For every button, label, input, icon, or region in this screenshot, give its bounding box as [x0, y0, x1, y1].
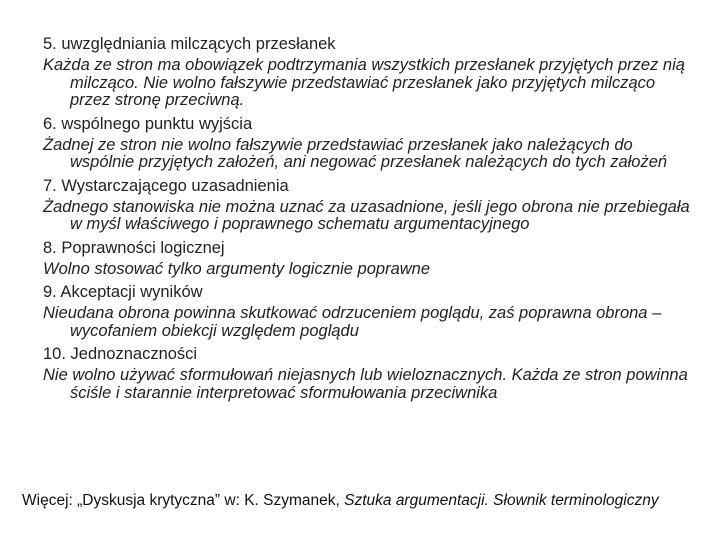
rule-description: Żadnego stanowiska nie można uznać za uzasadnione, jeśli jego obrona nie przebiegała w myśl właściwego i poprawnego schematu argumentacyjnego: [43, 197, 690, 233]
rule-description: Żadnej ze stron nie wolno fałszywie przedstawiać przesłanek jako należących do wspólnie przyjętych założeń, ani negować przesłanek należących do tych założeń: [43, 135, 668, 171]
rule-5: [43, 34, 693, 110]
rule-heading: 6. wspólnego punktu wyjścia: [43, 114, 253, 133]
source-book-title: Sztuka argumentacji. Słownik terminologiczny: [344, 492, 659, 509]
rule-description: Wolno stosować tylko argumenty logicznie poprawne: [43, 259, 431, 278]
rule-heading: 8. Poprawności logicznej: [43, 238, 225, 257]
rule-description: Każda ze stron ma obowiązek podtrzymania wszystkich przesłanek przyjętych przez nią milcząco. Nie wolno fałszywie przedstawiać przesłanek jako przyjętych milcząco przez stronę przeciwną.: [43, 56, 685, 109]
source-reference-prefix: Więcej: „Dyskusja krytyczna” w: K. Szymanek,: [22, 492, 345, 509]
rule-heading: 5. uwzględniania milczących przesłanek: [43, 35, 336, 53]
rule-heading: 10. Jednoznaczności: [43, 345, 198, 363]
rule-9: [43, 282, 693, 340]
rule-heading: 9. Akceptacji wyników: [43, 283, 203, 301]
rule-6: [43, 114, 693, 172]
source-reference: [22, 491, 659, 511]
rule-description: Nie wolno używać sformułowań niejasnych lub wieloznacznych. Każda ze stron powinna ściśle i starannie interpretować sformułowania przeciwnika: [43, 366, 688, 402]
rule-7: [43, 176, 693, 234]
rule-8: [43, 238, 693, 279]
rule-description: Nieudana obrona powinna skutkować odrzuceniem poglądu, zaś poprawna obrona – wycofaniem obiekcji względem poglądu: [43, 304, 662, 340]
rule-heading: 7. Wystarczającego uzasadnienia: [43, 176, 289, 195]
rule-10: [43, 344, 693, 402]
rules-list: [43, 34, 693, 406]
